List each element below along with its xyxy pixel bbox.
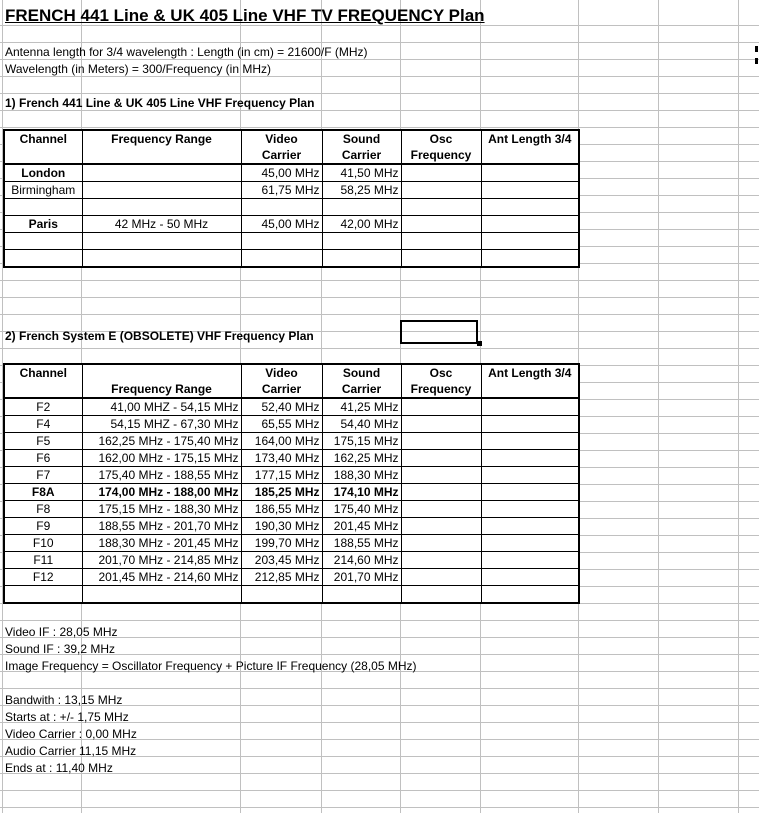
cell-ant-length[interactable]	[481, 569, 579, 586]
header-sound-carrier[interactable]: Sound Carrier	[322, 364, 401, 398]
cell-frequency-range[interactable]: 41,00 MHZ - 54,15 MHz	[82, 398, 241, 416]
cell-frequency-range[interactable]: 201,70 MHz - 214,85 MHz	[82, 552, 241, 569]
cell-osc-frequency[interactable]	[401, 569, 481, 586]
cell-frequency-range[interactable]	[82, 182, 241, 199]
cell-channel[interactable]: F8	[4, 501, 82, 518]
uk-french-441-table	[3, 129, 580, 268]
cell-frequency-range[interactable]	[82, 250, 241, 268]
cell-osc-frequency[interactable]	[401, 484, 481, 501]
table-row	[4, 233, 579, 250]
cell-osc-frequency[interactable]	[401, 552, 481, 569]
table-row	[4, 216, 579, 233]
cell-sound-carrier[interactable]: 54,40 MHz	[322, 416, 401, 433]
cell-ant-length[interactable]	[481, 535, 579, 552]
cell-channel[interactable]: F4	[4, 416, 82, 433]
cell-video-carrier[interactable]: 45,00 MHz	[241, 216, 322, 233]
cell-sound-carrier[interactable]: 188,55 MHz	[322, 535, 401, 552]
cell-channel[interactable]: F5	[4, 433, 82, 450]
header-channel[interactable]: Channel	[4, 130, 82, 164]
table-row	[4, 552, 579, 569]
header-frequency-range[interactable]: Frequency Range	[82, 364, 241, 398]
table-row	[4, 182, 579, 199]
table-row	[4, 518, 579, 535]
cell-video-carrier[interactable]	[241, 250, 322, 268]
cell-frequency-range[interactable]: 162,00 MHz - 175,15 MHz	[82, 450, 241, 467]
header-channel[interactable]: Channel	[4, 364, 82, 398]
cell-osc-frequency[interactable]	[401, 164, 481, 182]
cell-channel[interactable]	[4, 199, 82, 216]
cell-video-carrier[interactable]: 45,00 MHz	[241, 164, 322, 182]
cell-sound-carrier[interactable]	[322, 586, 401, 604]
cell-ant-length[interactable]	[481, 552, 579, 569]
cell-osc-frequency[interactable]	[401, 467, 481, 484]
cell-ant-length[interactable]	[481, 216, 579, 233]
cell-sound-carrier[interactable]	[322, 233, 401, 250]
cell-sound-carrier[interactable]: 175,40 MHz	[322, 501, 401, 518]
cell-channel[interactable]: F2	[4, 398, 82, 416]
table-row	[4, 433, 579, 450]
cell-channel[interactable]	[4, 233, 82, 250]
cell-frequency-range[interactable]: 188,55 MHz - 201,70 MHz	[82, 518, 241, 535]
cell-frequency-range[interactable]	[82, 164, 241, 182]
table-header-row	[4, 130, 579, 164]
note-video-if: Video IF : 28,05 MHz	[5, 625, 118, 639]
cell-osc-frequency[interactable]	[401, 250, 481, 268]
cell-sound-carrier[interactable]: 188,30 MHz	[322, 467, 401, 484]
cell-channel[interactable]: F11	[4, 552, 82, 569]
cell-video-carrier[interactable]: 52,40 MHz	[241, 398, 322, 416]
cell-frequency-range[interactable]: 162,25 MHz - 175,40 MHz	[82, 433, 241, 450]
cell-frequency-range[interactable]: 175,15 MHz - 188,30 MHz	[82, 501, 241, 518]
cell-ant-length[interactable]	[481, 484, 579, 501]
cell-frequency-range[interactable]: 201,45 MHz - 214,60 MHz	[82, 569, 241, 586]
cell-osc-frequency[interactable]	[401, 501, 481, 518]
cell-ant-length[interactable]	[481, 450, 579, 467]
note-audio-carrier: Audio Carrier 11,15 MHz	[5, 744, 137, 758]
cell-channel[interactable]: Paris	[4, 216, 82, 233]
fill-handle[interactable]	[477, 341, 482, 346]
cell-video-carrier[interactable]: 186,55 MHz	[241, 501, 322, 518]
cell-osc-frequency[interactable]	[401, 216, 481, 233]
cell-sound-carrier[interactable]: 58,25 MHz	[322, 182, 401, 199]
table-row	[4, 398, 579, 416]
section1-heading: 1) French 441 Line & UK 405 Line VHF Frequency Plan	[5, 96, 315, 110]
cell-frequency-range[interactable]: 54,15 MHZ - 67,30 MHz	[82, 416, 241, 433]
page-title: FRENCH 441 Line & UK 405 Line VHF TV FREQUENCY Plan	[5, 6, 485, 25]
cell-sound-carrier[interactable]: 42,00 MHz	[322, 216, 401, 233]
cell-ant-length[interactable]	[481, 467, 579, 484]
note-video-carrier: Video Carrier : 0,00 MHz	[5, 727, 137, 741]
table-row	[4, 467, 579, 484]
header-frequency-range[interactable]: Frequency Range	[82, 130, 241, 164]
cell-channel[interactable]	[4, 586, 82, 604]
split-handle[interactable]	[753, 46, 759, 66]
cell-video-carrier[interactable]: 190,30 MHz	[241, 518, 322, 535]
cell-video-carrier[interactable]: 173,40 MHz	[241, 450, 322, 467]
cell-frequency-range[interactable]: 175,40 MHz - 188,55 MHz	[82, 467, 241, 484]
cell-osc-frequency[interactable]	[401, 450, 481, 467]
cell-channel[interactable]: F9	[4, 518, 82, 535]
cell-osc-frequency[interactable]	[401, 398, 481, 416]
table-row	[4, 416, 579, 433]
table-row	[4, 535, 579, 552]
cell-sound-carrier[interactable]: 175,15 MHz	[322, 433, 401, 450]
table-row	[4, 199, 579, 216]
note-ends-at: Ends at : 11,40 MHz	[5, 761, 113, 775]
cell-ant-length[interactable]	[481, 416, 579, 433]
cell-osc-frequency[interactable]	[401, 535, 481, 552]
cell-channel[interactable]: F10	[4, 535, 82, 552]
header-ant-length[interactable]: Ant Length 3/4	[481, 130, 579, 164]
note-bandwidth: Bandwith : 13,15 MHz	[5, 693, 123, 707]
note-antenna-length: Antenna length for 3/4 wavelength : Length (in cm) = 21600/F (MHz)	[5, 45, 368, 59]
cell-sound-carrier[interactable]: 201,45 MHz	[322, 518, 401, 535]
cell-video-carrier[interactable]	[241, 233, 322, 250]
cell-video-carrier[interactable]: 203,45 MHz	[241, 552, 322, 569]
header-ant-length[interactable]: Ant Length 3/4	[481, 364, 579, 398]
table-row	[4, 501, 579, 518]
cell-video-carrier[interactable]: 61,75 MHz	[241, 182, 322, 199]
cell-sound-carrier[interactable]: 214,60 MHz	[322, 552, 401, 569]
cell-video-carrier[interactable]: 177,15 MHz	[241, 467, 322, 484]
cell-channel[interactable]: Birmingham	[4, 182, 82, 199]
cell-channel[interactable]: F8A	[4, 484, 82, 501]
cell-osc-frequency[interactable]	[401, 233, 481, 250]
note-starts-at: Starts at : +/- 1,75 MHz	[5, 710, 129, 724]
cell-ant-length[interactable]	[481, 433, 579, 450]
cell-sound-carrier[interactable]: 162,25 MHz	[322, 450, 401, 467]
cell-sound-carrier[interactable]: 174,10 MHz	[322, 484, 401, 501]
cell-video-carrier[interactable]: 199,70 MHz	[241, 535, 322, 552]
note-wavelength: Wavelength (in Meters) = 300/Frequency (in MHz)	[5, 62, 271, 76]
header-osc-frequency[interactable]: Osc Frequency	[401, 130, 481, 164]
table-header-row	[4, 364, 579, 398]
cell-osc-frequency[interactable]	[401, 199, 481, 216]
cell-ant-length[interactable]	[481, 199, 579, 216]
cell-osc-frequency[interactable]	[401, 586, 481, 604]
cell-channel[interactable]: F6	[4, 450, 82, 467]
cell-frequency-range[interactable]: 174,00 MHz - 188,00 MHz	[82, 484, 241, 501]
cell-frequency-range[interactable]: 42 MHz - 50 MHz	[82, 216, 241, 233]
cell-osc-frequency[interactable]	[401, 433, 481, 450]
cell-video-carrier[interactable]	[241, 199, 322, 216]
cell-frequency-range[interactable]	[82, 233, 241, 250]
note-sound-if: Sound IF : 39,2 MHz	[5, 642, 116, 656]
table-row	[4, 569, 579, 586]
table-row	[4, 164, 579, 182]
header-osc-frequency[interactable]: Osc Frequency	[401, 364, 481, 398]
cell-video-carrier[interactable]: 164,00 MHz	[241, 433, 322, 450]
cell-ant-length[interactable]	[481, 398, 579, 416]
cell-video-carrier[interactable]: 65,55 MHz	[241, 416, 322, 433]
cell-osc-frequency[interactable]	[401, 182, 481, 199]
table-row	[4, 450, 579, 467]
selected-cell[interactable]	[400, 320, 478, 344]
cell-sound-carrier[interactable]: 41,25 MHz	[322, 398, 401, 416]
cell-ant-length[interactable]	[481, 518, 579, 535]
cell-channel[interactable]	[4, 250, 82, 268]
cell-osc-frequency[interactable]	[401, 518, 481, 535]
cell-video-carrier[interactable]	[241, 586, 322, 604]
french-system-e-table	[3, 363, 580, 604]
cell-ant-length[interactable]	[481, 182, 579, 199]
header-sound-carrier[interactable]: Sound Carrier	[322, 130, 401, 164]
table-row	[4, 250, 579, 268]
header-video-carrier[interactable]: Video Carrier	[241, 130, 322, 164]
cell-frequency-range[interactable]	[82, 586, 241, 604]
cell-osc-frequency[interactable]	[401, 416, 481, 433]
cell-ant-length[interactable]	[481, 164, 579, 182]
header-video-carrier[interactable]: Video Carrier	[241, 364, 322, 398]
cell-video-carrier[interactable]: 185,25 MHz	[241, 484, 322, 501]
cell-channel[interactable]: F12	[4, 569, 82, 586]
cell-frequency-range[interactable]	[82, 199, 241, 216]
cell-ant-length[interactable]	[481, 586, 579, 604]
cell-frequency-range[interactable]: 188,30 MHz - 201,45 MHz	[82, 535, 241, 552]
cell-ant-length[interactable]	[481, 501, 579, 518]
cell-sound-carrier[interactable]: 41,50 MHz	[322, 164, 401, 182]
cell-channel[interactable]: F7	[4, 467, 82, 484]
cell-ant-length[interactable]	[481, 250, 579, 268]
table-row	[4, 484, 579, 501]
cell-video-carrier[interactable]: 212,85 MHz	[241, 569, 322, 586]
cell-channel[interactable]: London	[4, 164, 82, 182]
note-image-frequency: Image Frequency = Oscillator Frequency + Picture IF Frequency (28,05 MHz)	[5, 659, 417, 673]
cell-ant-length[interactable]	[481, 233, 579, 250]
table-row	[4, 586, 579, 604]
cell-sound-carrier[interactable]	[322, 250, 401, 268]
section2-heading: 2) French System E (OBSOLETE) VHF Frequency Plan	[5, 329, 314, 343]
cell-sound-carrier[interactable]	[322, 199, 401, 216]
cell-sound-carrier[interactable]: 201,70 MHz	[322, 569, 401, 586]
